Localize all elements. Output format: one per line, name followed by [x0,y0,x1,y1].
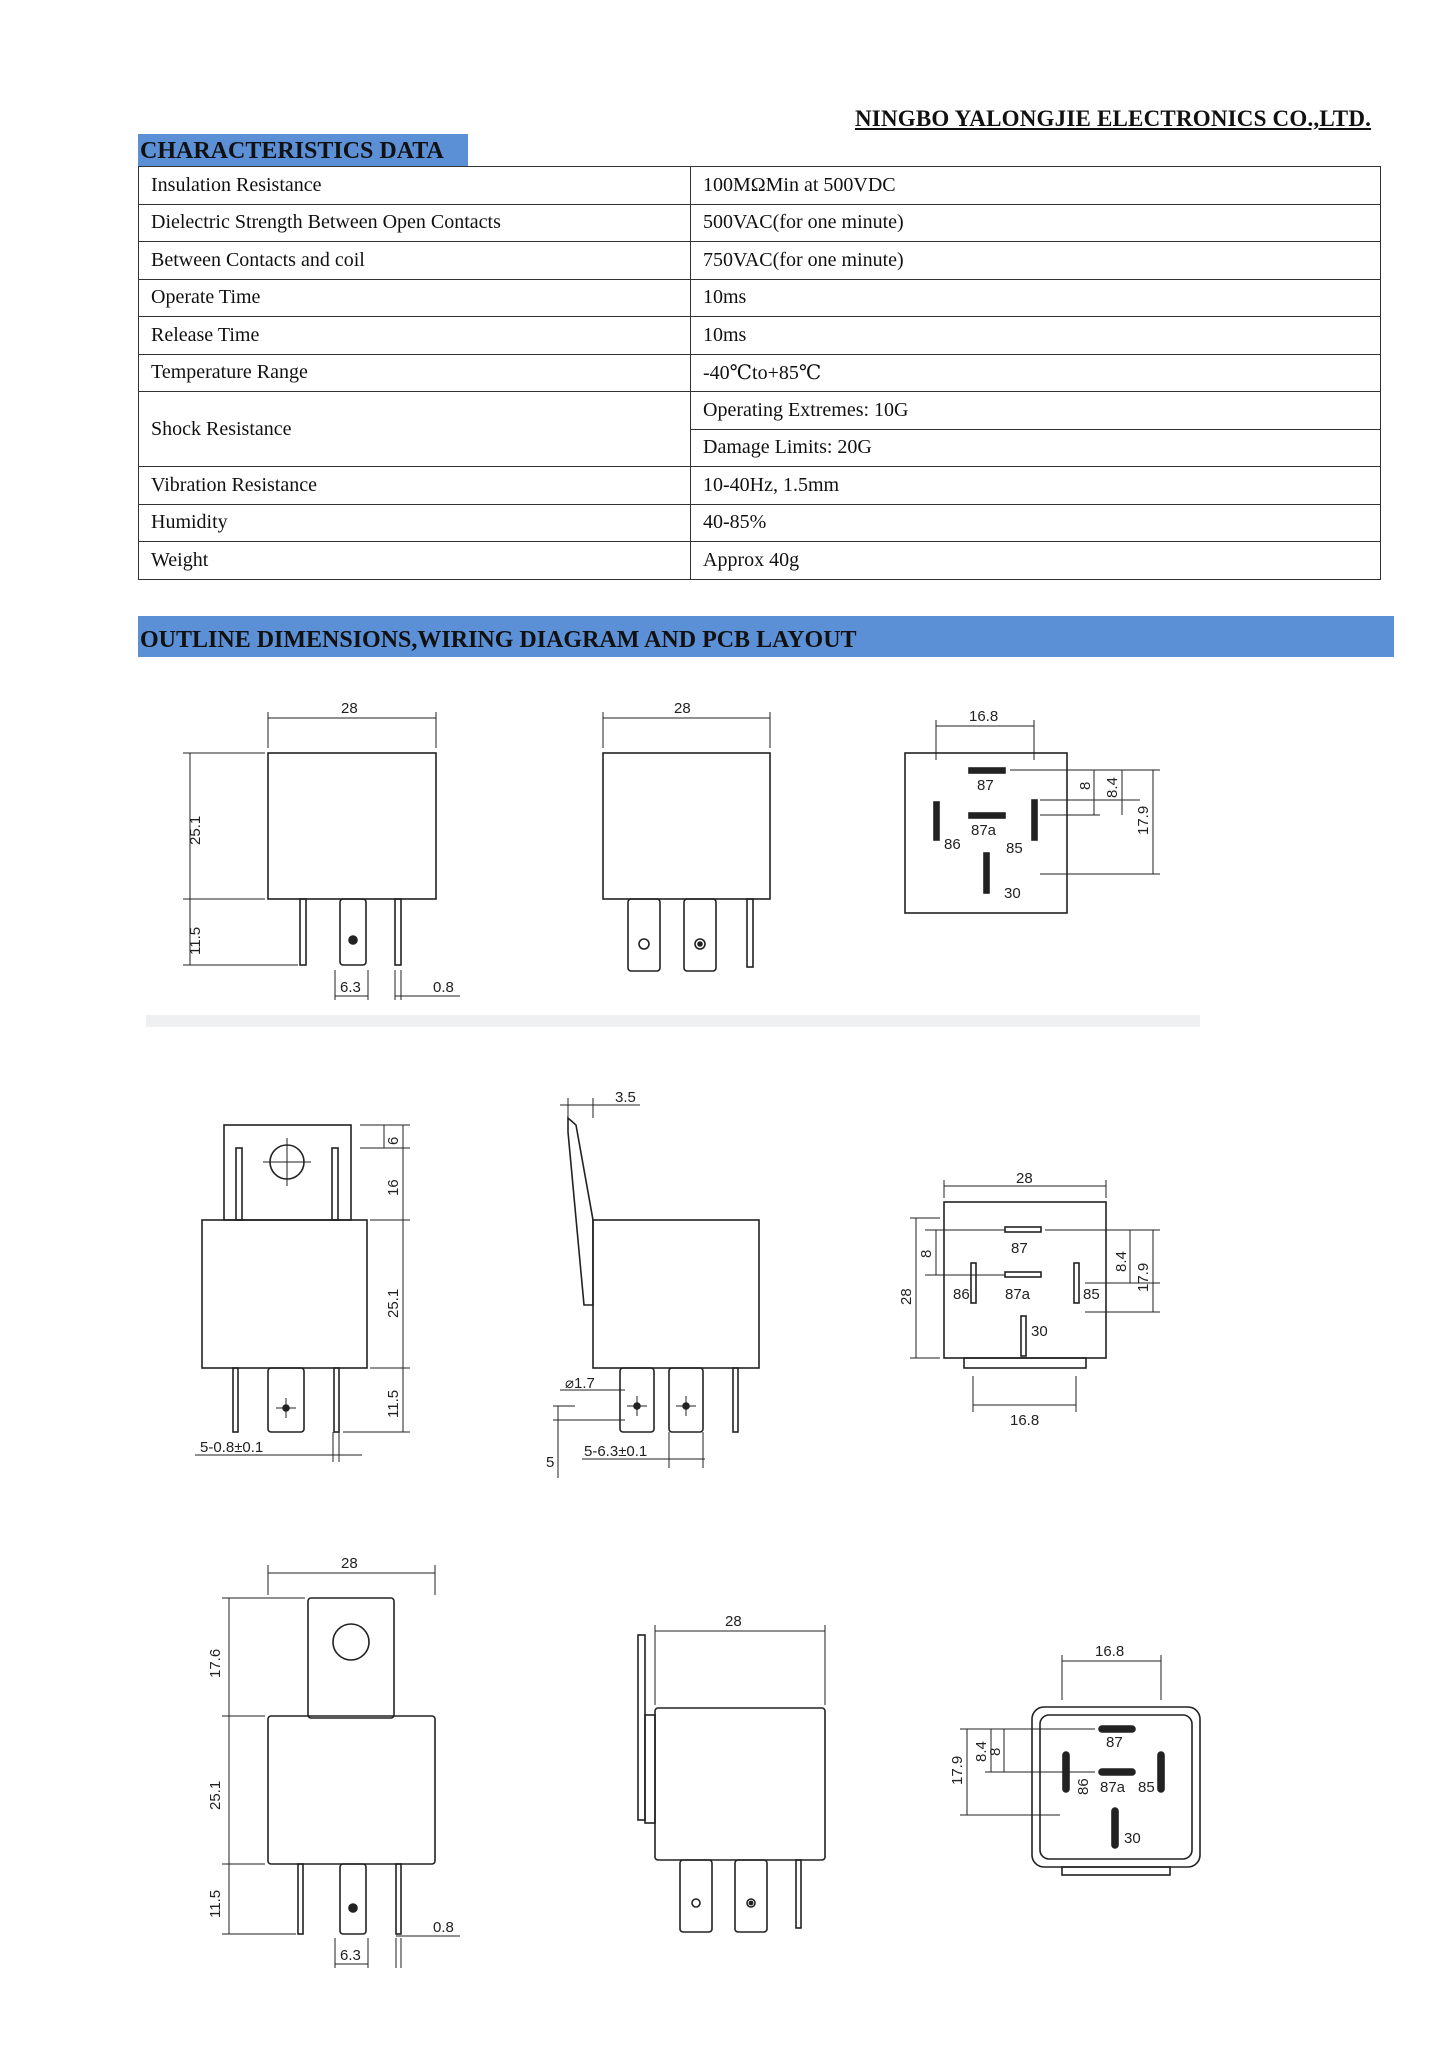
dim-label: 16.8 [1095,1643,1125,1660]
param-cell: Vibration Resistance [139,467,691,505]
characteristics-section-title: CHARACTERISTICS DATA [138,134,468,166]
pin-label-87: 87 [1011,1240,1028,1257]
company-name: NINGBO YALONGJIE ELECTRONICS CO.,LTD. [855,106,1372,131]
dim-label: 8 [1077,781,1094,790]
dim-label: 8.4 [1113,1251,1130,1272]
pin-label-86: 86 [953,1286,970,1303]
value-cell: -40℃to+85℃ [691,354,1381,392]
value-cell: 10-40Hz, 1.5mm [691,467,1381,505]
pin-label-87: 87 [1106,1734,1123,1751]
param-cell: Shock Resistance [139,392,691,467]
value-cell: Operating Extremes: 10G [691,392,1381,430]
pin-label-30: 30 [1124,1830,1141,1847]
dim-label: 28 [898,1288,915,1305]
pin-label-87: 87 [977,777,994,794]
pin-label-87a: 87a [1100,1779,1126,1796]
value-cell: 500VAC(for one minute) [691,204,1381,242]
dim-label: 8 [987,1747,1004,1756]
pin-label-86: 86 [1075,1778,1092,1795]
dim-label: 16.8 [1010,1412,1040,1429]
pin-label-30: 30 [1031,1323,1048,1340]
pin-label-87a: 87a [971,822,997,839]
dim-label: 8 [918,1249,935,1258]
value-cell: Approx 40g [691,542,1381,580]
dim-label: 5-0.8±0.1 [200,1439,264,1456]
dim-label: ⌀1.7 [565,1375,595,1392]
dim-label: 28 [341,700,358,717]
pin-label-85: 85 [1083,1286,1100,1303]
param-cell: Operate Time [139,279,691,317]
dim-label: 28 [341,1555,358,1572]
value-cell: 100MΩMin at 500VDC [691,167,1381,205]
dim-label: 11.5 [187,926,204,955]
param-cell: Between Contacts and coil [139,242,691,280]
dim-label: 0.8 [433,1919,454,1936]
dim-label: 5 [546,1454,555,1471]
dim-label: 17.9 [1135,805,1152,835]
param-cell: Release Time [139,317,691,355]
dim-label: 28 [725,1613,742,1630]
pin-label-30: 30 [1004,885,1021,902]
param-cell: Insulation Resistance [139,167,691,205]
dim-label: 16.8 [969,708,999,725]
pin-label-85: 85 [1006,840,1023,857]
dim-label: 0.8 [433,979,454,996]
param-cell: Dielectric Strength Between Open Contacts [139,204,691,242]
dim-label: 6.3 [340,979,361,996]
dim-label: 11.5 [385,1389,402,1418]
param-cell: Weight [139,542,691,580]
pin-label-87a: 87a [1005,1286,1031,1303]
dim-label: 17.6 [207,1648,224,1678]
dim-label: 6 [385,1136,402,1145]
outline-section-title: OUTLINE DIMENSIONS,WIRING DIAGRAM AND PCB LAYOUT [138,616,1394,657]
dim-label: 17.9 [949,1755,966,1785]
value-cell: 750VAC(for one minute) [691,242,1381,280]
dim-label: 16 [385,1179,402,1196]
dim-label: 11.5 [207,1889,224,1918]
pin-label-85: 85 [1138,1779,1155,1796]
value-cell: 40-85% [691,504,1381,542]
dim-label: 6.3 [340,1947,361,1964]
dim-label: 28 [1016,1170,1033,1187]
value-cell: Damage Limits: 20G [691,429,1381,467]
value-cell: 10ms [691,317,1381,355]
dim-label: 5-6.3±0.1 [584,1443,648,1460]
dim-label: 17.9 [1135,1262,1152,1292]
dim-label: 25.1 [207,1780,224,1810]
dim-label: 3.5 [615,1089,636,1106]
dim-label: 8.4 [973,1741,990,1762]
value-cell: 10ms [691,279,1381,317]
dim-label: 28 [674,700,691,717]
dim-label: 25.1 [187,815,204,845]
dim-label: 25.1 [385,1288,402,1318]
param-cell: Humidity [139,504,691,542]
param-cell: Temperature Range [139,354,691,392]
pin-label-86: 86 [944,836,961,853]
dim-label: 8.4 [1104,777,1121,798]
